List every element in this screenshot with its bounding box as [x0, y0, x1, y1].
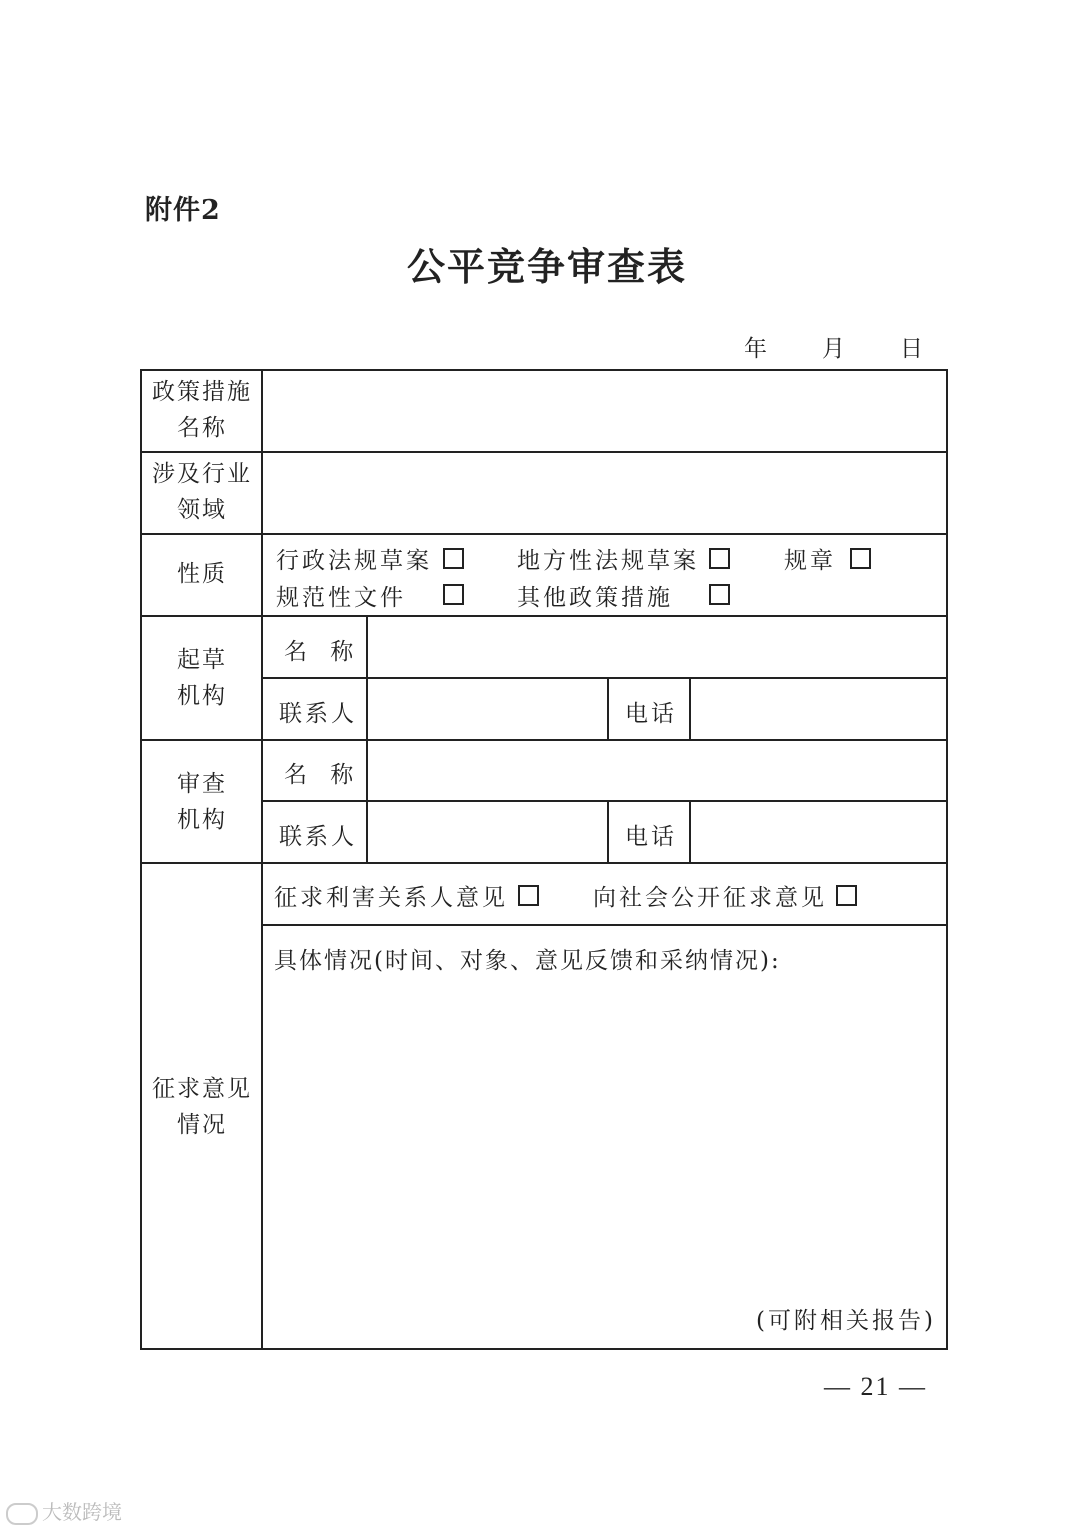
policy-name-label: 政策措施 名称 — [152, 379, 252, 441]
consultation-details-field[interactable] — [263, 980, 946, 1290]
table-border-right — [946, 369, 948, 1350]
nature-option-label: 规章 — [784, 548, 836, 574]
drafting-phone-field[interactable] — [691, 679, 946, 739]
nature-checkbox[interactable] — [850, 548, 871, 569]
drafting-org-label: 起草 机构 — [177, 647, 227, 709]
drafting-phone-label: 电话 — [625, 701, 677, 727]
public-opinion-label: 向社会公开征求意见 — [593, 885, 827, 911]
review-contact-field[interactable] — [368, 802, 607, 862]
watermark-text: 大数跨境 — [42, 1500, 122, 1524]
nature-option-label: 地方性法规草案 — [517, 548, 699, 574]
public-opinion-checkbox[interactable] — [836, 885, 857, 906]
review-name-label: 名 称 — [284, 762, 362, 788]
stakeholder-opinion-label: 征求利害关系人意见 — [274, 885, 508, 911]
consultation-label: 征求意见 情况 — [152, 1076, 252, 1138]
industry-label: 涉及行业 领域 — [152, 461, 252, 523]
stakeholder-opinion-checkbox[interactable] — [518, 885, 539, 906]
watermark — [6, 1496, 122, 1525]
row-divider — [140, 862, 948, 864]
nature-option-label: 规范性文件 — [276, 585, 406, 611]
row-divider — [140, 533, 948, 535]
nature-label: 性质 — [177, 561, 227, 587]
watermark-logo-icon — [6, 1503, 38, 1525]
review-phone-field[interactable] — [691, 802, 946, 862]
phone-left-divider — [607, 800, 609, 863]
date-year-label: 年 — [744, 336, 767, 362]
date-month-label: 月 — [822, 336, 845, 362]
industry-field[interactable] — [263, 453, 946, 533]
drafting-contact-label: 联系人 — [279, 701, 357, 727]
consultation-details-label: 具体情况(时间、对象、意见反馈和采纳情况): — [274, 948, 781, 974]
phone-left-divider — [607, 677, 609, 740]
nature-checkbox[interactable] — [443, 548, 464, 569]
review-contact-label: 联系人 — [279, 824, 357, 850]
review-name-field[interactable] — [368, 741, 946, 800]
drafting-contact-field[interactable] — [368, 679, 607, 739]
nature-option-label: 行政法规草案 — [276, 548, 432, 574]
drafting-name-label: 名 称 — [284, 639, 362, 665]
nature-checkbox[interactable] — [709, 548, 730, 569]
nature-checkbox[interactable] — [443, 584, 464, 605]
drafting-name-field[interactable] — [368, 617, 946, 677]
attach-report-note: (可附相关报告) — [756, 1308, 936, 1334]
review-phone-label: 电话 — [625, 824, 677, 850]
subrow-divider — [261, 924, 948, 926]
nature-option-label: 其他政策措施 — [517, 585, 673, 611]
attachment-label: 附件2 — [145, 195, 221, 226]
page-number: — 21 — — [824, 1372, 927, 1401]
date-day-label: 日 — [900, 336, 923, 362]
policy-name-field[interactable] — [263, 371, 946, 451]
review-org-label: 审查 机构 — [177, 771, 227, 833]
form-title: 公平竞争审查表 — [406, 244, 687, 289]
nature-checkbox[interactable] — [709, 584, 730, 605]
